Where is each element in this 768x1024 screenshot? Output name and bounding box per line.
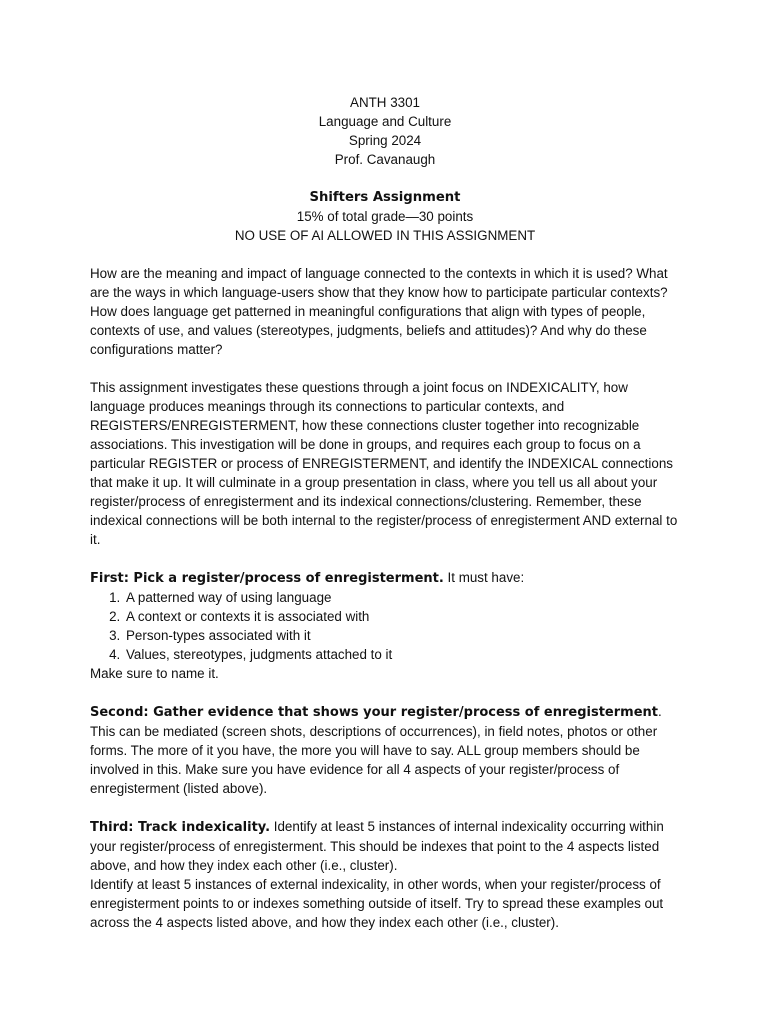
list-item: 3. Person-types associated with it xyxy=(124,626,680,645)
list-item: 1. A patterned way of using language xyxy=(124,588,680,607)
third-step-external: Identify at least 5 instances of external indexicality, in other words, when your register/process of enregisterment points to or indexes something outside of itself. Try to spread these examples out across the 4 aspects listed above, and how they index each other (i.e., cluster). xyxy=(90,877,664,930)
course-code: ANTH 3301 xyxy=(350,95,420,110)
third-step-heading: Third: Track indexicality. xyxy=(90,820,271,835)
spacer xyxy=(90,169,680,188)
intro-paragraph-questions: How are the meaning and impact of language connected to the contexts in which it is used? What are the ways in which language-users show that they know how to participate particular contexts? How does language get patterned in meaningful configurations that align with types of people, contexts of use, and values (stereotypes, judgments, beliefs and attitudes)? And why do these configurations matter? xyxy=(90,266,668,357)
assignment-title: Shifters Assignment xyxy=(309,190,461,205)
spacer xyxy=(90,798,680,817)
third-step xyxy=(90,817,680,875)
first-step-text: It must have: xyxy=(443,570,525,585)
ai-policy: NO USE OF AI ALLOWED IN THIS ASSIGNMENT xyxy=(234,228,536,243)
spacer xyxy=(90,683,680,702)
list-item: 2. A context or contexts it is associated with xyxy=(124,607,680,626)
course-term: Spring 2024 xyxy=(348,133,422,148)
list-item: 4. Values, stereotypes, judgments attached to it xyxy=(124,645,680,664)
assignment-weight: 15% of total grade—30 points xyxy=(296,209,474,224)
spacer xyxy=(90,359,680,378)
course-name: Language and Culture xyxy=(318,114,452,129)
instructor-name: Prof. Cavanaugh xyxy=(334,152,436,167)
first-step xyxy=(90,568,680,588)
spacer xyxy=(90,549,680,568)
spacer xyxy=(90,245,680,264)
second-step-heading: Second: Gather evidence that shows your register/process of enregisterment xyxy=(90,705,658,720)
course-header xyxy=(90,93,680,169)
assignment-header xyxy=(90,188,680,245)
third-step-text: Identify at least 5 instances of internal indexicality occurring within your register/process of enregisterment. This should be indexes that point to the 4 aspects listed above, and how they index each other (i.e., cluster). xyxy=(90,819,664,873)
second-step xyxy=(90,702,680,798)
second-step-text: . This can be mediated (screen shots, descriptions of occurrences), in field notes, photos or other forms. The more of it you have, the more you will have to say. ALL group members should be involved in this. Make sure you have evidence for all 4 aspects of your register/process of enregisterment (listed above). xyxy=(90,704,662,796)
document-page xyxy=(90,93,680,932)
intro-paragraph-overview: This assignment investigates these questions through a joint focus on INDEXICALITY, how language produces meanings through its connections to particular contexts, and REGISTERS/ENREGISTERMENT, how these connections cluster together into recognizable associations. This investigation will be done in groups, and requires each group to focus on a particular REGISTER or process of ENREGISTERMENT, and identify the INDEXICAL connections that make it up. It will culminate in a group presentation in class, where you tell us all about your register/process of enregisterment and its indexical connections/clustering. Remember, these indexical connections will be both internal to the register/process of enregisterment AND external to it. xyxy=(90,380,678,547)
requirements-list xyxy=(90,588,680,664)
first-step-note: Make sure to name it. xyxy=(90,666,219,681)
first-step-heading: First: Pick a register/process of enregisterment. xyxy=(90,571,444,586)
